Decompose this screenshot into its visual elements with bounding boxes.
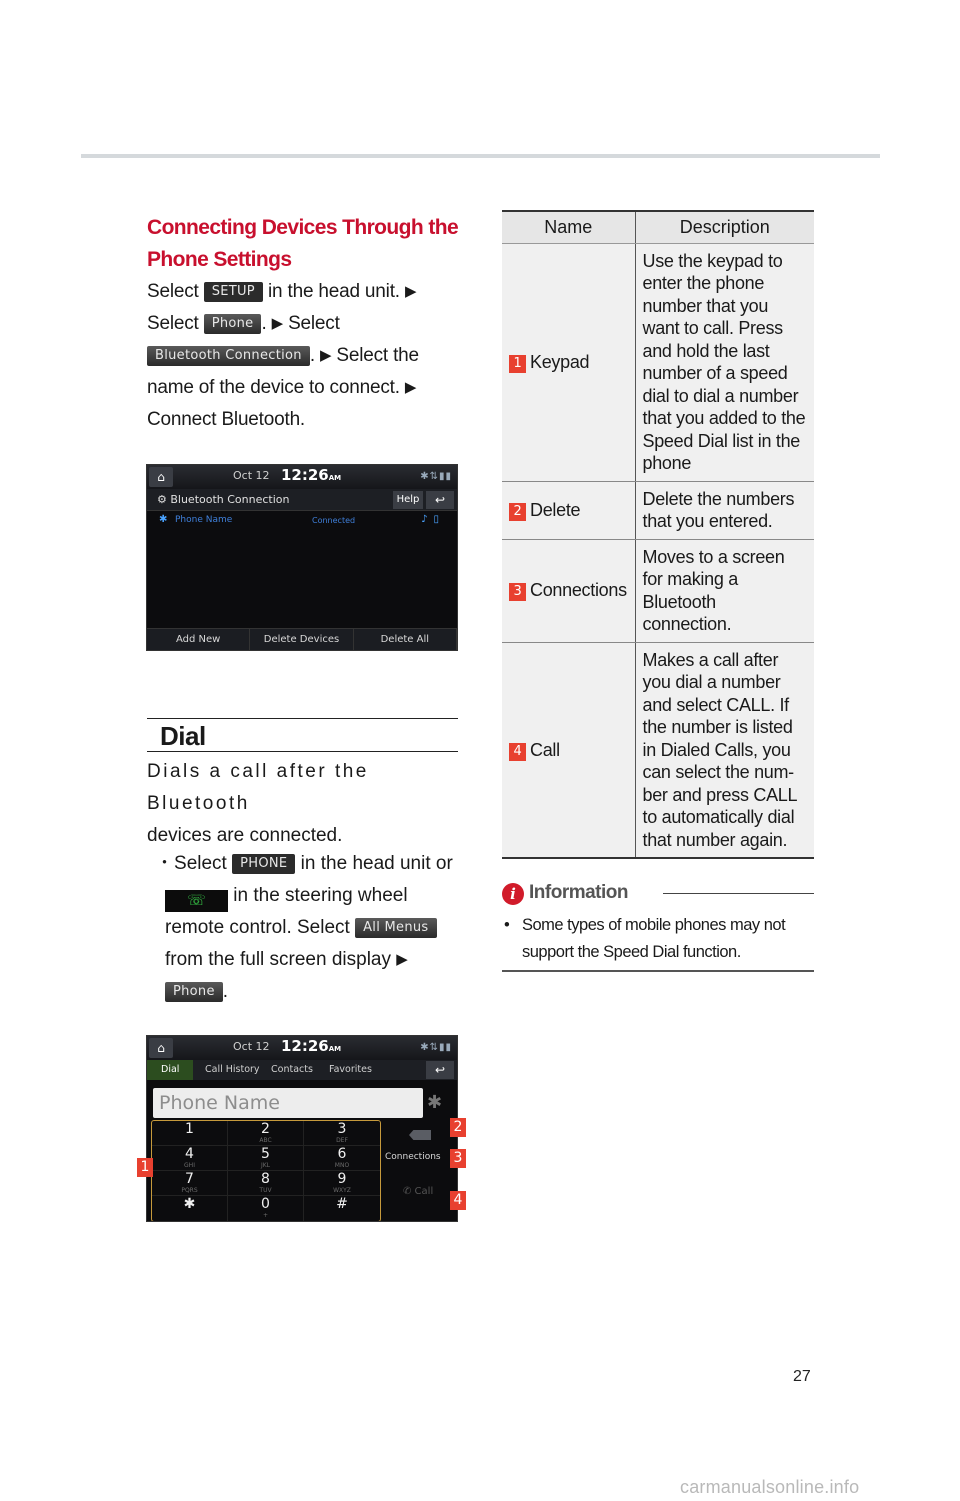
status-icons: ✱⇅▮▮ — [420, 471, 452, 482]
keypad-key[interactable]: # — [336, 1196, 348, 1212]
back-icon[interactable]: ↩ — [426, 1061, 454, 1079]
dial-description: Dials a call after the Bluetooth devices are connected. — [147, 761, 369, 846]
bullet-dot: ・ — [155, 853, 175, 874]
side-controls — [383, 1120, 457, 1222]
phone-call-icon: ☏ — [165, 890, 228, 912]
device-row[interactable] — [147, 511, 457, 531]
status-time: 12:26AM — [281, 466, 342, 484]
call-button[interactable]: ✆ Call — [403, 1186, 434, 1197]
tab-bar — [147, 1060, 457, 1080]
keypad — [151, 1120, 381, 1222]
keypad-key[interactable]: 2 ABC — [228, 1121, 304, 1146]
header-name: Name — [502, 211, 635, 243]
keypad-key[interactable]: ✱ — [152, 1196, 228, 1221]
arrow-icon: ▶ — [396, 951, 408, 968]
callout-3: 3 — [450, 1149, 466, 1168]
section-title: Connecting Devices Through the Phone Settings — [147, 216, 459, 271]
device-profile-icons: ♪▯ — [421, 514, 445, 525]
arrow-icon: ▶ — [319, 347, 332, 364]
status-time: 12:26AM — [281, 1037, 342, 1055]
info-icon: i — [502, 883, 524, 905]
phone-upper-chip: PHONE — [232, 854, 295, 874]
table-row: 4 Call Makes a call after you dial a number and select CALL. If the number is listed in Dialed Calls, you can select the num-ber and press CALL to automatically dial that number again. — [502, 642, 814, 858]
table-row: 1 Keypad Use the keypad to enter the phone number that you want to call. Press and hold the last number of a speed dial to dial a number that you added to the Speed Dial list in the phone — [502, 243, 814, 481]
status-icons: ✱⇅▮▮ — [420, 1042, 452, 1053]
status-bar — [147, 1036, 457, 1060]
tab-dial[interactable]: Dial — [147, 1060, 193, 1080]
keypad-key[interactable]: 7 PQRS — [152, 1171, 228, 1196]
header-description: Description — [635, 211, 814, 243]
number-badge: 1 — [509, 355, 526, 373]
dial-instructions: ・Select PHONE in the head unit or ☏ in the steering wheel remote control. Select All Menus from the full screen display ▶ Phone . — [155, 853, 453, 1002]
info-text: • Some types of mobile phones may not support the Speed Dial function. — [502, 908, 814, 972]
keypad-key[interactable]: 8 TUV — [228, 1171, 304, 1196]
tab-contacts[interactable]: Contacts — [271, 1064, 313, 1075]
keypad-key[interactable]: 6 MNO — [304, 1146, 380, 1171]
status-bar — [147, 465, 457, 489]
phone-number-field[interactable]: Phone Name — [153, 1088, 423, 1118]
dial-heading: Dial — [147, 718, 458, 752]
bluetooth-connection-screen — [146, 464, 458, 651]
title-bar — [147, 489, 457, 511]
number-badge: 3 — [509, 583, 526, 601]
top-rule — [81, 154, 880, 158]
bottom-buttons — [147, 628, 457, 650]
keypad-key[interactable]: 4 GHI — [152, 1146, 228, 1171]
info-title: Information — [529, 882, 628, 903]
bluetooth-icon: ✱ — [427, 1092, 443, 1113]
watermark: carmanualsonline.info — [680, 1477, 860, 1497]
left-column — [147, 212, 459, 436]
phone-chip: Phone — [204, 314, 262, 334]
bullet-dot: • — [504, 916, 510, 934]
tab-favorites[interactable]: Favorites — [329, 1064, 372, 1075]
home-icon[interactable]: ⌂ — [149, 1038, 173, 1058]
help-button[interactable]: Help — [393, 491, 423, 509]
status-date: Oct 12 — [233, 469, 270, 482]
callout-1: 1 — [137, 1158, 153, 1177]
delete-icon[interactable] — [409, 1130, 431, 1140]
table-row: 2 Delete Delete the numbers that you entered. — [502, 481, 814, 539]
divider — [663, 893, 814, 894]
status-date: Oct 12 — [233, 1040, 270, 1053]
keypad-key[interactable]: 1 — [152, 1121, 228, 1146]
home-icon[interactable]: ⌂ — [149, 467, 173, 487]
screen-title: ⚙ Bluetooth Connection — [157, 493, 290, 506]
dial-screen — [146, 1035, 458, 1222]
arrow-icon: ▶ — [404, 379, 417, 396]
phone-chip: Phone — [165, 982, 223, 1002]
bluetooth-icon: ✱ — [159, 514, 168, 525]
device-status: Connected — [312, 516, 356, 525]
table-row: 3 Connections Moves to a screen for making a Bluetooth connection. — [502, 539, 814, 642]
keypad-key[interactable]: 9 WXYZ — [304, 1171, 380, 1196]
back-icon[interactable]: ↩ — [426, 491, 454, 509]
tab-call-history[interactable]: Call History — [205, 1064, 260, 1075]
add-new-button[interactable]: Add New — [147, 629, 250, 650]
bluetooth-connection-chip: Bluetooth Connection — [147, 346, 310, 366]
page-number: 27 — [793, 1368, 811, 1385]
keypad-key[interactable]: 5 JKL — [228, 1146, 304, 1171]
arrow-icon: ▶ — [271, 315, 283, 332]
connections-button[interactable]: Connections — [385, 1152, 441, 1162]
setup-chip: SETUP — [204, 282, 263, 302]
callout-4: 4 — [450, 1191, 466, 1210]
keypad-key[interactable]: 0 + — [228, 1196, 304, 1221]
instruction-paragraph: Select SETUP in the head unit. ▶ Select Phone . ▶ Select Bluetooth Connection . ▶ Select the name of the device to connect. ▶ Connect Bluetooth. — [147, 281, 419, 430]
number-badge: 4 — [509, 743, 526, 761]
description-table — [502, 210, 814, 859]
device-name: Phone Name — [175, 515, 233, 525]
keypad-key[interactable]: 3 DEF — [304, 1121, 380, 1146]
number-badge: 2 — [509, 503, 526, 521]
all-menus-chip: All Menus — [355, 918, 436, 938]
delete-all-button[interactable]: Delete All — [354, 629, 457, 650]
information-box — [502, 880, 814, 972]
delete-devices-button[interactable]: Delete Devices — [250, 629, 353, 650]
arrow-icon: ▶ — [404, 283, 417, 300]
callout-2: 2 — [450, 1118, 466, 1137]
